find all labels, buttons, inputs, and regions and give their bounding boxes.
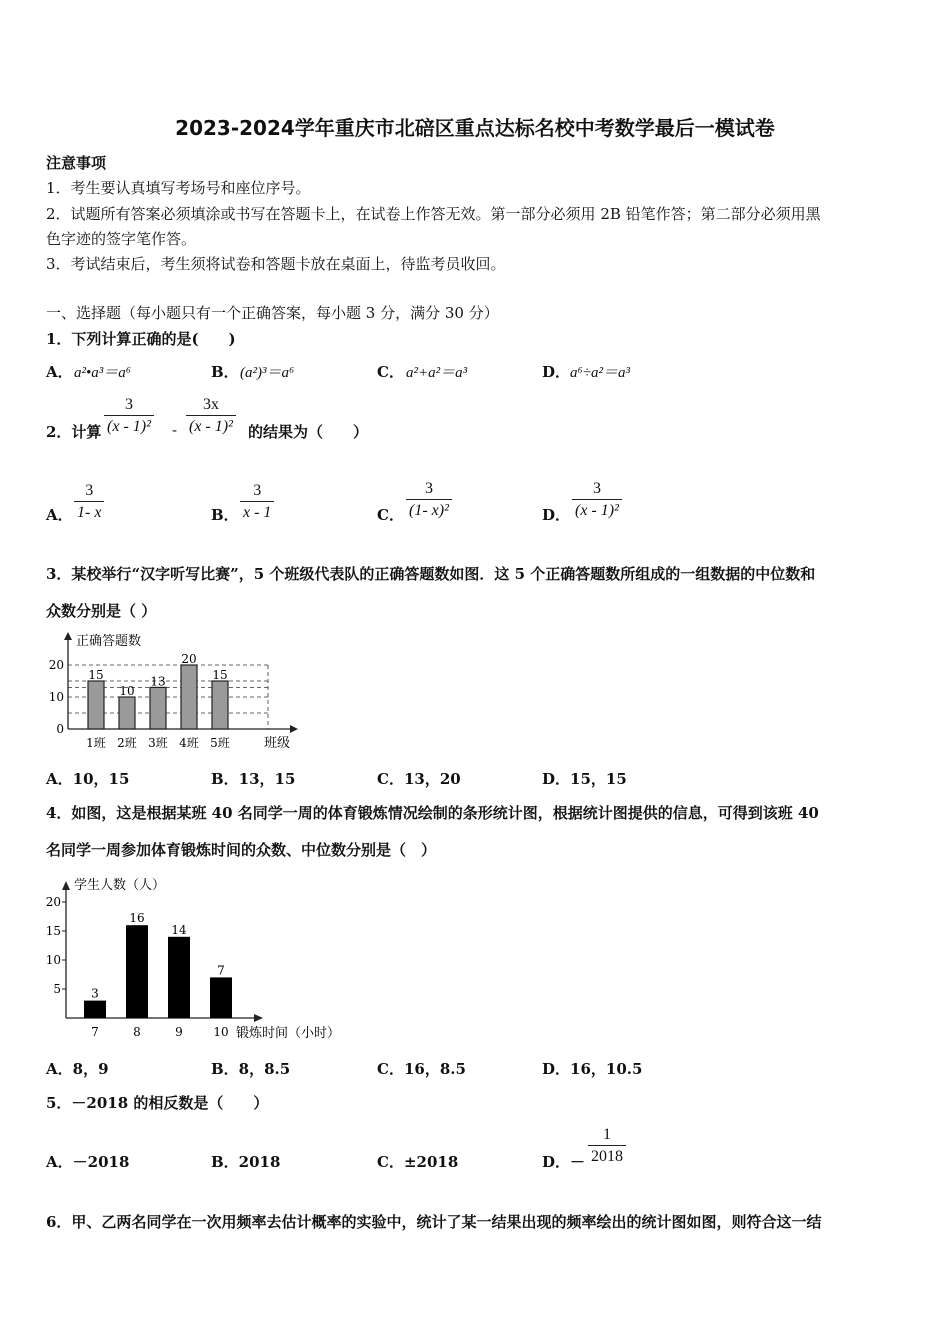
q4-line2: 名同学一周参加体育锻炼时间的众数、中位数分别是（ ）	[46, 841, 437, 859]
x-tick-label: 8	[133, 1025, 141, 1039]
bar	[126, 925, 148, 1018]
bar	[168, 937, 190, 1018]
q1-option-d-label: D．	[542, 363, 571, 381]
q1-option-c: a²+a²＝a³	[406, 365, 468, 381]
y-tick-label: 5	[53, 982, 61, 996]
q2-fraction-2	[186, 395, 236, 438]
q1-option-b: (a²)³＝a⁶	[240, 365, 295, 381]
q3-line1: 3．某校举行“汉字听写比赛”，5 个班级代表队的正确答题数如图．这 5 个正确答题数所组成的一组数据的中位数和	[46, 565, 816, 583]
x-tick-label: 5班	[210, 736, 230, 750]
y-tick-label: 10	[45, 953, 61, 967]
fraction-denominator: x - 1	[240, 501, 274, 524]
fraction-numerator: 3	[592, 480, 601, 497]
data-label: 13	[150, 674, 166, 689]
q2-option-a-label: A．	[46, 506, 73, 524]
fraction-denominator: 2018	[588, 1145, 626, 1168]
y-tick-label: 0	[56, 722, 64, 736]
fraction-denominator: (x - 1)²	[186, 415, 236, 438]
fraction-numerator: 3	[85, 482, 94, 499]
q1-option-a: a²•a³＝a⁶	[74, 365, 131, 381]
fraction-numerator: 3	[424, 480, 433, 497]
q3-option-c: C．13，20	[377, 770, 461, 788]
q1-option-b-label: B．	[211, 363, 239, 381]
data-label: 7	[217, 963, 225, 978]
q2-option-b-label: B．	[211, 506, 239, 524]
q5-option-c: C．±2018	[377, 1153, 459, 1171]
q3-bar-chart	[40, 628, 310, 756]
notice-item: 3．考试结束后，考生须将试卷和答题卡放在桌面上，待监考员收回。	[46, 255, 506, 273]
y-axis-arrow	[62, 881, 70, 890]
data-label: 15	[212, 668, 228, 682]
bar	[84, 1001, 106, 1018]
q1-option-c-label: C．	[377, 363, 404, 381]
q2-minus: -	[172, 421, 178, 439]
bar	[212, 681, 228, 729]
bar	[150, 687, 166, 729]
section-heading: 一、选择题（每小题只有一个正确答案，每小题 3 分，满分 30 分）	[46, 304, 499, 322]
notice-item: 1．考生要认真填写考场号和座位序号。	[46, 179, 311, 197]
fraction-numerator: 1	[603, 1126, 611, 1143]
bar	[119, 697, 135, 729]
fraction-numerator: 3x	[202, 396, 219, 413]
data-label: 20	[181, 652, 197, 666]
data-label: 3	[91, 986, 99, 1001]
fraction-numerator: 3	[124, 396, 133, 413]
y-tick-label: 20	[45, 895, 61, 909]
q2-option-c-label: C．	[377, 506, 404, 524]
y-axis-arrow	[64, 632, 72, 640]
y-tick-label: 20	[48, 658, 64, 672]
bar	[181, 665, 197, 729]
q5-stem: 5．－2018 的相反数是（ ）	[46, 1094, 269, 1112]
page-title: 2023-2024学年重庆市北碚区重点达标名校中考数学最后一模试卷	[175, 116, 775, 140]
q1-option-d: a⁶÷a²＝a³	[570, 365, 630, 381]
q3-option-a: A．10，15	[46, 770, 130, 788]
fraction-denominator: 1- x	[74, 501, 104, 524]
q2-option-c	[406, 479, 452, 522]
fraction-numerator: 3	[253, 482, 262, 499]
x-tick-label: 9	[175, 1025, 183, 1039]
x-axis-title: 班级	[264, 736, 291, 751]
x-axis-title: 锻炼时间（小时）	[236, 1026, 341, 1041]
q4-bar-chart	[40, 872, 370, 1042]
notice-item: 2．试题所有答案必须填涂或书写在答题卡上，在试卷上作答无效。第一部分必须用 2B 铅笔作答；第二部分必须用黑	[46, 205, 821, 223]
notice-heading: 注意事项	[46, 154, 107, 172]
q2-option-d	[572, 479, 622, 522]
q3-line2: 众数分别是（ ）	[46, 602, 157, 620]
x-axis-arrow	[254, 1014, 263, 1022]
x-tick-label: 10	[213, 1025, 229, 1039]
fraction-denominator: (x - 1)²	[104, 415, 154, 438]
bar	[88, 681, 104, 729]
x-tick-label: 7	[91, 1025, 99, 1039]
q4-option-a: A．8，9	[46, 1060, 109, 1078]
fraction-denominator: (x - 1)²	[572, 499, 622, 522]
data-label: 16	[129, 911, 145, 926]
q1-option-a-label: A．	[46, 363, 73, 381]
x-tick-label: 2班	[117, 736, 137, 750]
q2-suffix: 的结果为（ ）	[248, 423, 369, 441]
q2-fraction-1	[104, 395, 154, 438]
x-tick-label: 3班	[148, 736, 168, 750]
q4-line1: 4．如图，这是根据某班 40 名同学一周的体育锻炼情况绘制的条形统计图，根据统计图提供的信息，可得到该班 40	[46, 804, 819, 822]
q2-prefix: 2．计算	[46, 423, 102, 441]
x-axis-arrow	[290, 725, 298, 733]
data-label: 10	[119, 684, 135, 698]
notice-item: 色字迹的签字笔作答。	[46, 230, 197, 248]
q4-option-b: B．8，8.5	[211, 1060, 291, 1078]
q5-option-a: A．－2018	[46, 1153, 130, 1171]
q4-option-d: D．16，10.5	[542, 1060, 643, 1078]
q3-option-b: B．13，15	[211, 770, 296, 788]
q2-option-d-label: D．	[542, 506, 571, 524]
fraction-denominator: (1- x)²	[406, 499, 452, 522]
q4-option-c: C．16，8.5	[377, 1060, 466, 1078]
q1-stem: 1．下列计算正确的是( )	[46, 330, 236, 348]
q3-option-d: D．15，15	[542, 770, 627, 788]
q6-line1: 6．甲、乙两名同学在一次用频率去估计概率的实验中，统计了某一结果出现的频率绘出的统计图如图，则符合这一结	[46, 1213, 822, 1231]
bar	[210, 977, 232, 1018]
q5-option-d: D．－	[542, 1153, 586, 1171]
y-tick-label: 15	[45, 924, 61, 938]
y-axis-title: 正确答题数	[76, 634, 142, 649]
q5-option-b: B．2018	[211, 1153, 281, 1171]
q2-option-a	[74, 481, 104, 524]
x-tick-label: 4班	[179, 736, 199, 750]
q2-option-b	[240, 481, 274, 524]
x-tick-label: 1班	[86, 736, 106, 750]
y-axis-title: 学生人数（人）	[74, 878, 166, 893]
q5-option-d-fraction	[588, 1125, 626, 1168]
data-label: 14	[171, 922, 187, 937]
y-tick-label: 10	[48, 690, 64, 704]
data-label: 15	[88, 668, 104, 682]
